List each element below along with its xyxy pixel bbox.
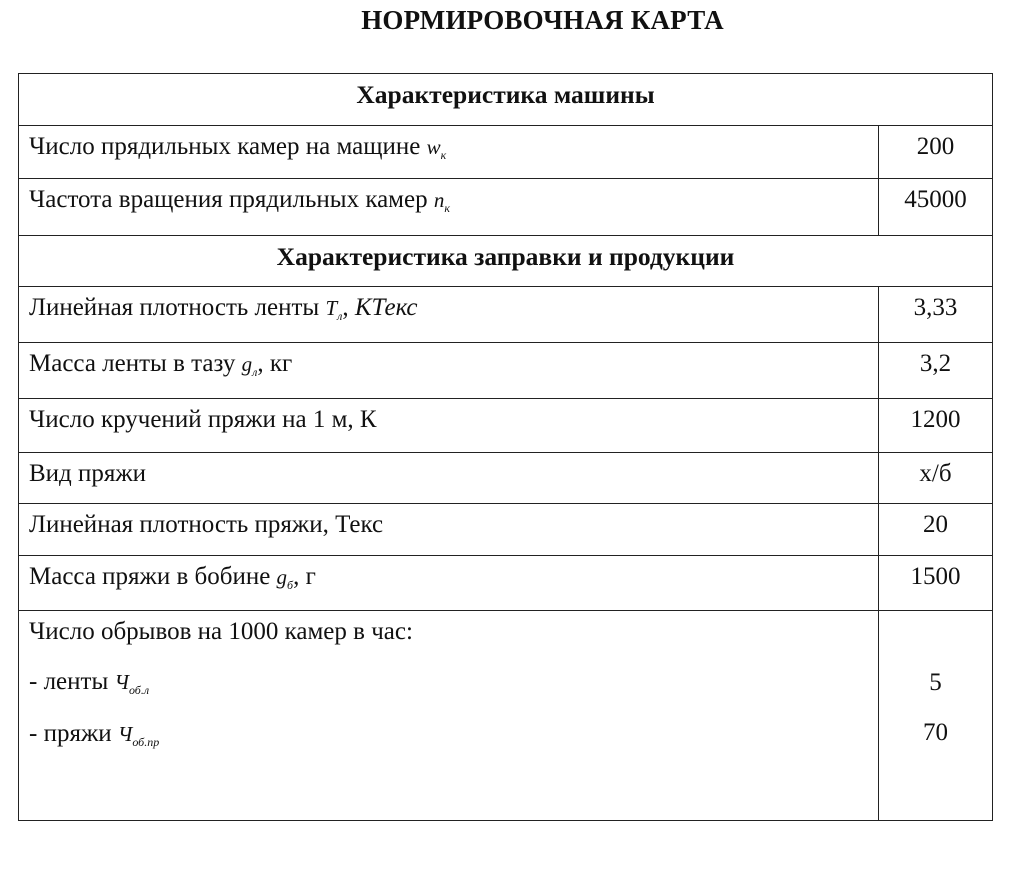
symbol: Ч bbox=[114, 670, 129, 694]
row-value-sliver-density: 3,33 bbox=[879, 287, 993, 343]
label-text: - пряжи bbox=[29, 720, 112, 747]
row-value-sliver-mass: 3,2 bbox=[879, 343, 993, 399]
symbol: g bbox=[276, 565, 288, 589]
label-text: Число прядильных камер на мащине bbox=[29, 133, 421, 160]
table-row-yarn-type bbox=[19, 453, 993, 504]
symbol-subscript: к bbox=[440, 148, 447, 162]
row-value-twist: 1200 bbox=[879, 399, 993, 453]
breaks-yarn-line bbox=[29, 720, 878, 750]
row-label-sliver-density: Линейная плотность ленты $T_л$, КТекс bbox=[19, 287, 879, 343]
row-label-chambers bbox=[19, 126, 879, 179]
row-label-yarn-density: Линейная плотность пряжи, Текс bbox=[19, 504, 879, 556]
row-value-breaks bbox=[879, 611, 993, 821]
row-label-sliver-mass: Масса ленты в тазу $g_л$, кг bbox=[19, 343, 879, 399]
section-heading-machine: Характеристика машины bbox=[19, 74, 993, 126]
section-row-machine bbox=[19, 74, 993, 126]
symbol: Ч bbox=[117, 722, 133, 746]
row-label-yarn-mass: Масса пряжи в бобине $g_б$, г bbox=[19, 556, 879, 611]
row-value-yarn-type: х/б bbox=[879, 453, 993, 504]
label-text: Линейная плотность ленты bbox=[29, 294, 320, 321]
label-text: Частота вращения прядильных камер bbox=[29, 186, 428, 213]
table-row-sliver-mass bbox=[19, 343, 993, 399]
breaks-sliver-value: 5 bbox=[929, 669, 942, 696]
label-text: - ленты bbox=[29, 668, 109, 695]
row-label-yarn-type: Вид пряжи bbox=[19, 453, 879, 504]
label-text: Масса пряжи в бобине bbox=[29, 563, 271, 590]
section-row-production bbox=[19, 236, 993, 287]
symbol-subscript: б bbox=[287, 578, 294, 592]
row-value-rotation: 45000 bbox=[879, 179, 993, 236]
table-row-rotation bbox=[19, 179, 993, 236]
symbol: w bbox=[426, 135, 441, 159]
breaks-heading: Число обрывов на 1000 камер в час: bbox=[29, 618, 413, 645]
symbol: g bbox=[241, 352, 253, 376]
unit-text: кг bbox=[269, 350, 293, 377]
breaks-yarn-value: 70 bbox=[923, 719, 948, 746]
symbol-subscript: об.л bbox=[128, 683, 150, 697]
row-label-breaks bbox=[19, 611, 879, 821]
section-heading-production: Характеристика заправки и продукции bbox=[19, 236, 993, 287]
table-row-sliver-density bbox=[19, 287, 993, 343]
symbol-subscript: об.пр bbox=[132, 735, 160, 749]
table-row-yarn-density bbox=[19, 504, 993, 556]
table-row-chambers bbox=[19, 126, 993, 179]
row-value-yarn-density: 20 bbox=[879, 504, 993, 556]
unit-text: КТекс bbox=[354, 294, 418, 321]
breaks-sliver-line bbox=[29, 668, 878, 698]
row-value-chambers: 200 bbox=[879, 126, 993, 179]
symbol-subscript: л bbox=[337, 309, 343, 323]
unit-text: г bbox=[305, 563, 316, 590]
norm-table bbox=[18, 73, 993, 821]
page-title: НОРМИРОВОЧНАЯ КАРТА bbox=[361, 5, 724, 35]
symbol: T bbox=[325, 296, 338, 320]
symbol: n bbox=[433, 188, 445, 212]
row-label-twist: Число кручений пряжи на 1 м, К bbox=[19, 399, 879, 453]
table-row-twist bbox=[19, 399, 993, 453]
symbol-subscript: к bbox=[444, 201, 450, 215]
symbol-subscript: л bbox=[252, 365, 258, 379]
row-label-rotation bbox=[19, 179, 879, 236]
row-value-yarn-mass: 1500 bbox=[879, 556, 993, 611]
table-row-yarn-mass bbox=[19, 556, 993, 611]
label-text: Масса ленты в тазу bbox=[29, 350, 236, 377]
value-spacer bbox=[879, 618, 992, 647]
table-row-breaks bbox=[19, 611, 993, 821]
